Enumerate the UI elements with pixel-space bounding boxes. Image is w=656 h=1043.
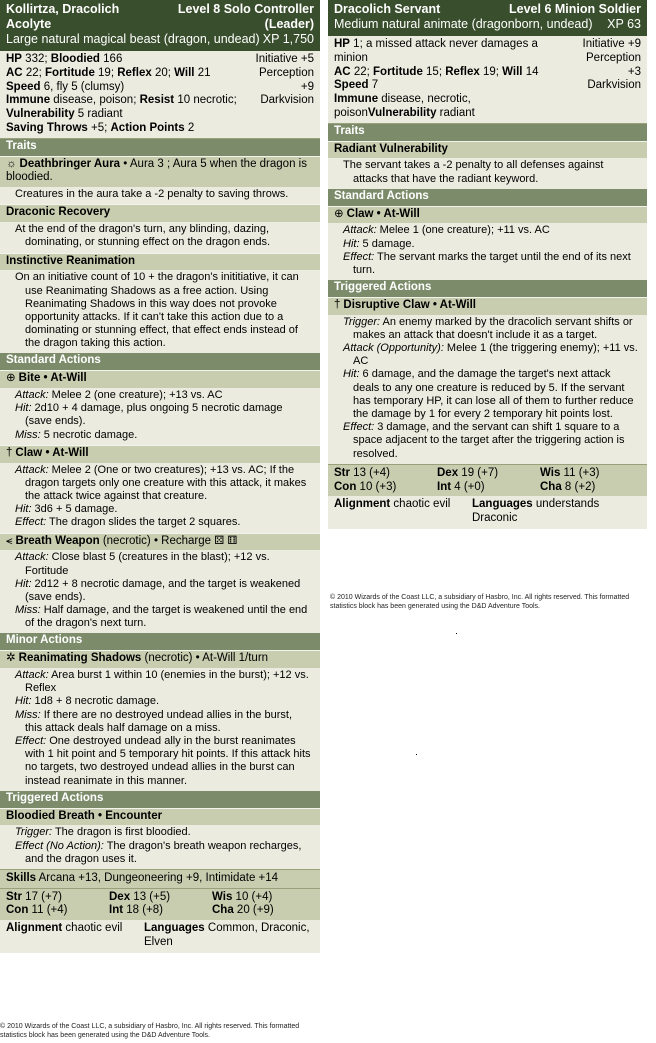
power-header bbox=[0, 156, 320, 188]
ability-value: 10 (+3) bbox=[356, 480, 397, 493]
stat-text: Vulnerability bbox=[6, 108, 75, 121]
initiative: Initiative +9 bbox=[582, 38, 641, 50]
power-line-text: Half damage, and the target is weakened until the end of the dragon's next turn. bbox=[25, 604, 308, 630]
alignment-label: Alignment bbox=[6, 922, 63, 935]
ability-value: 8 (+2) bbox=[561, 480, 596, 493]
power-line-text: 1d8 + 8 necrotic damage. bbox=[31, 695, 159, 708]
ability-value: 13 (+5) bbox=[130, 890, 171, 903]
power-icon: † bbox=[334, 298, 341, 311]
languages-value: Common, Draconic, Elven bbox=[144, 922, 310, 949]
power-line bbox=[343, 342, 639, 368]
languages bbox=[472, 498, 641, 526]
stat-line bbox=[6, 94, 244, 122]
power-line bbox=[343, 368, 639, 421]
ability-cha bbox=[212, 904, 314, 918]
copyright-left: © 2010 Wizards of the Coast LLC, a subsidiary of Hasbro, Inc. All rights reserved. This formatted statistics block has been generated using the D&D Adventure Tools. bbox=[0, 1023, 300, 1040]
power-line-text: 6 damage, and the damage the target's next attack deals to any one creature is reduced by 5. If the servant has temporary HP, it can lose all of them to further reduce the damage by 1 for every 2 temporary hit points lost. bbox=[353, 368, 634, 420]
power-icon: ☼ bbox=[6, 157, 17, 170]
stat-text: Immune bbox=[6, 94, 51, 107]
stat-text: Will bbox=[174, 66, 195, 79]
stat-header bbox=[328, 0, 647, 36]
stat-text: AC bbox=[6, 66, 23, 79]
copyright-right: © 2010 Wizards of the Coast LLC, a subsidiary of Hasbro, Inc. All rights reserved. This formatted statistics block has been generated using the D&D Adventure Tools. bbox=[330, 594, 630, 611]
power-line-label: Miss: bbox=[15, 708, 41, 721]
power-line bbox=[343, 224, 639, 237]
skills-label: Skills bbox=[6, 871, 37, 884]
stat-text: disease, poison; bbox=[50, 94, 140, 107]
power-line-text: Melee 1 (the triggering enemy); +11 vs. AC bbox=[353, 342, 638, 368]
power-line-label: Hit: bbox=[15, 402, 32, 415]
perception: Perception +3 bbox=[586, 51, 641, 78]
creature-type: Medium natural animate (dragonborn, undead) bbox=[334, 17, 593, 31]
languages-value: understands Draconic bbox=[472, 498, 600, 525]
stat-text: 5 radiant bbox=[74, 108, 123, 121]
creature-xp: XP 63 bbox=[607, 17, 641, 31]
power-line bbox=[343, 159, 639, 185]
alignment bbox=[334, 498, 472, 526]
alignment-value: chaotic evil bbox=[390, 498, 451, 511]
power-line bbox=[15, 840, 312, 866]
power-body bbox=[0, 825, 320, 869]
power-line-label: Hit: bbox=[343, 237, 360, 250]
section-header: Standard Actions bbox=[328, 189, 647, 206]
power-line-label: Hit: bbox=[15, 503, 32, 516]
power-line-text: Area burst 1 within 10 (enemies in the burst); +12 vs. Reflex bbox=[25, 669, 309, 695]
initiative: Initiative +5 bbox=[255, 53, 314, 65]
ability-name: Int bbox=[437, 480, 452, 493]
ability-name: Con bbox=[6, 904, 29, 917]
stat-line bbox=[6, 81, 244, 95]
stat-text: 20; bbox=[151, 66, 175, 79]
ability-int bbox=[437, 481, 540, 495]
stat-text: radiant bbox=[436, 106, 475, 119]
stat-text: Resist bbox=[139, 94, 175, 107]
creature-name: Dracolich Servant bbox=[334, 2, 441, 16]
power-keywords: (necrotic) • At-Will 1/turn bbox=[141, 652, 269, 665]
ability-name: Dex bbox=[109, 890, 131, 903]
power-line-label: Attack: bbox=[343, 224, 377, 237]
power-body bbox=[328, 223, 647, 280]
power-body bbox=[0, 187, 320, 204]
ability-con bbox=[334, 481, 437, 495]
ability-name: Int bbox=[109, 904, 124, 917]
power-line bbox=[15, 389, 312, 402]
power-name: Draconic Recovery bbox=[6, 206, 111, 219]
ability-con bbox=[6, 904, 109, 918]
ability-value: 20 (+9) bbox=[233, 904, 274, 917]
section-header: Triggered Actions bbox=[0, 791, 320, 808]
power-line bbox=[15, 578, 312, 604]
languages-label: Languages bbox=[144, 922, 205, 935]
ability-name: Wis bbox=[540, 466, 561, 479]
stat-text: 19; bbox=[479, 65, 503, 78]
power-line bbox=[15, 604, 312, 630]
ability-name: Str bbox=[6, 890, 22, 903]
stat-text: Reflex bbox=[445, 65, 480, 78]
power-line bbox=[15, 464, 312, 504]
power-line-label: Hit: bbox=[15, 577, 32, 590]
power-line-label: Attack: bbox=[15, 669, 49, 682]
power-line-text: On an initiative count of 10 + the dragon's inititiative, it can use Reanimating Shadows as a free action. Using Reanimating Shadows in this way does not provoke opportunity attacks. If it can't take this action due to a dominating or stunning effect, that effect ends instead of the dragon taking this action. bbox=[15, 271, 299, 350]
power-line bbox=[15, 503, 312, 516]
power-header bbox=[328, 141, 647, 159]
ability-name: Wis bbox=[212, 890, 233, 903]
stat-text: Will bbox=[502, 65, 523, 78]
ability-cha bbox=[540, 481, 641, 495]
power-line-text: The servant marks the target until the end of its next turn. bbox=[353, 250, 631, 276]
stat-text: Fortitude bbox=[373, 65, 423, 78]
stat-header bbox=[0, 0, 320, 51]
power-line bbox=[15, 402, 312, 428]
power-line bbox=[343, 316, 639, 342]
power-header bbox=[0, 808, 320, 826]
power-line-label: Miss: bbox=[15, 604, 41, 617]
power-line bbox=[343, 251, 639, 277]
power-line-text: 5 necrotic damage. bbox=[40, 428, 138, 441]
stat-text: Vulnerability bbox=[367, 106, 437, 119]
power-header bbox=[0, 370, 320, 388]
power-line bbox=[15, 735, 312, 788]
ability-int bbox=[109, 904, 212, 918]
power-line bbox=[15, 271, 312, 350]
stat-text: 15; bbox=[422, 65, 446, 78]
power-line bbox=[343, 238, 639, 251]
power-body bbox=[328, 315, 647, 464]
power-name: Claw • At-Will bbox=[346, 207, 420, 220]
power-line bbox=[15, 551, 312, 577]
ability-value: 11 (+4) bbox=[28, 904, 68, 917]
power-header bbox=[328, 297, 647, 315]
stat-text: 7 bbox=[368, 79, 379, 92]
stat-line bbox=[334, 66, 571, 80]
ability-dex bbox=[109, 891, 212, 905]
skills-line bbox=[0, 869, 320, 888]
power-body bbox=[328, 158, 647, 188]
ability-value: 17 (+7) bbox=[21, 890, 62, 903]
section-header: Standard Actions bbox=[0, 353, 320, 370]
power-header bbox=[0, 253, 320, 271]
power-line-text: An enemy marked by the dracolich servant shifts or makes an attack that doesn't include it as a target. bbox=[353, 315, 633, 341]
power-line-text: The servant takes a -2 penalty to all defenses against attacks that have the radiant keyword. bbox=[343, 159, 604, 185]
stat-text: HP bbox=[334, 38, 350, 50]
power-icon: ⊕ bbox=[6, 372, 16, 385]
creature-level: Level 8 Solo Controller (Leader) bbox=[177, 2, 314, 31]
stat-text: disease, necrotic, poison bbox=[334, 93, 471, 119]
power-line-text: The dragon slides the target 2 squares. bbox=[46, 516, 241, 529]
languages bbox=[144, 922, 314, 950]
power-line-text: One destroyed undead ally in the burst reanimates with 1 hit point and 5 temporary hit points. If this attack hits no targets, two destroyed undead allies in the burst can instead reanimate in this manner. bbox=[25, 734, 311, 787]
stat-text: 332; bbox=[21, 53, 51, 65]
ability-str bbox=[334, 467, 437, 481]
power-header bbox=[0, 445, 320, 463]
power-header bbox=[0, 650, 320, 668]
ability-str bbox=[6, 891, 109, 905]
ability-scores bbox=[328, 464, 647, 497]
power-name: Instinctive Reanimation bbox=[6, 254, 136, 267]
power-keywords: (necrotic) • Recharge ⚄ ⚅ bbox=[99, 534, 238, 547]
power-body bbox=[0, 388, 320, 445]
power-icon: † bbox=[6, 446, 13, 459]
power-line-text: 5 damage. bbox=[359, 237, 415, 250]
power-name: Breath Weapon bbox=[15, 534, 100, 547]
ability-name: Cha bbox=[540, 480, 562, 493]
power-line-label: Effect: bbox=[15, 516, 47, 529]
stat-line bbox=[6, 53, 244, 67]
stat-line bbox=[334, 93, 571, 121]
power-line bbox=[15, 669, 312, 695]
stat-text: 22; bbox=[22, 66, 46, 79]
power-header bbox=[0, 204, 320, 222]
stat-text: 2 bbox=[184, 121, 195, 134]
power-line-label: Trigger: bbox=[343, 315, 381, 328]
ability-value: 10 (+4) bbox=[232, 890, 273, 903]
power-name: Reanimating Shadows bbox=[18, 652, 142, 665]
power-line-label: Effect: bbox=[15, 734, 47, 747]
power-icon: ⪪ bbox=[6, 534, 13, 547]
stray-dot bbox=[456, 633, 457, 634]
ability-value: 11 (+3) bbox=[560, 466, 600, 479]
power-line-label: Effect (No Action): bbox=[15, 839, 104, 852]
section-header: Traits bbox=[0, 139, 320, 156]
power-line bbox=[15, 429, 312, 442]
statblock-kollirtza bbox=[0, 0, 320, 953]
power-icon: ⊕ bbox=[334, 207, 344, 220]
stat-text: AC bbox=[334, 65, 351, 78]
power-body bbox=[0, 668, 320, 791]
alignment-languages bbox=[0, 920, 320, 953]
power-line-label: Trigger: bbox=[15, 826, 53, 839]
power-line bbox=[15, 516, 312, 529]
ability-scores bbox=[0, 888, 320, 921]
section-header: Minor Actions bbox=[0, 633, 320, 650]
power-line-label: Hit: bbox=[15, 695, 32, 708]
stat-line bbox=[334, 38, 571, 66]
power-line-label: Attack: bbox=[15, 551, 49, 564]
power-line bbox=[15, 826, 312, 839]
power-name: Disruptive Claw • At-Will bbox=[343, 298, 476, 311]
ability-name: Cha bbox=[212, 904, 234, 917]
power-line-label: Effect: bbox=[343, 250, 375, 263]
stray-dot bbox=[416, 754, 417, 755]
alignment-label: Alignment bbox=[334, 498, 391, 511]
stat-line bbox=[6, 67, 244, 81]
stat-line bbox=[6, 122, 244, 136]
languages-label: Languages bbox=[472, 498, 533, 511]
stat-text: 21 bbox=[194, 66, 211, 79]
power-body bbox=[0, 463, 320, 533]
senses: Darkvision bbox=[260, 94, 314, 107]
statblock-dracolich-servant bbox=[328, 0, 647, 529]
stat-text: Speed bbox=[334, 79, 369, 92]
ability-name: Con bbox=[334, 480, 357, 493]
ability-name: Dex bbox=[437, 466, 459, 479]
power-line-text: The dragon is first bloodied. bbox=[52, 826, 191, 839]
power-line bbox=[15, 709, 312, 735]
power-line-text: 3 damage, and the servant can shift 1 square to a space adjacent to the target after the triggering action is resolved. bbox=[353, 421, 625, 460]
stat-text: Action Points bbox=[110, 121, 185, 134]
senses: Darkvision bbox=[587, 79, 641, 92]
power-line bbox=[15, 223, 312, 249]
power-line bbox=[15, 188, 312, 201]
ability-name: Str bbox=[334, 466, 350, 479]
power-icon: ✲ bbox=[6, 652, 16, 665]
ability-value: 18 (+8) bbox=[123, 904, 164, 917]
power-line-label: Attack: bbox=[15, 389, 49, 402]
power-line bbox=[15, 695, 312, 708]
stat-text: 19; bbox=[94, 66, 118, 79]
perception: Perception +9 bbox=[259, 66, 314, 93]
stat-line bbox=[334, 79, 571, 93]
stat-text: HP bbox=[6, 53, 22, 65]
power-line bbox=[343, 421, 639, 461]
stat-text: Immune bbox=[334, 93, 379, 106]
stat-text: Fortitude bbox=[45, 66, 95, 79]
power-body bbox=[0, 222, 320, 252]
power-line-text: The dragon's breath weapon recharges, and the dragon uses it. bbox=[25, 839, 302, 865]
power-line-label: Effect: bbox=[343, 421, 375, 434]
stat-text: 10 necrotic; bbox=[174, 94, 237, 107]
creature-xp: XP 1,750 bbox=[262, 32, 314, 46]
ability-wis bbox=[212, 891, 314, 905]
power-line-text: Creatures in the aura take a -2 penalty to saving throws. bbox=[15, 188, 289, 201]
ability-wis bbox=[540, 467, 641, 481]
power-name: Bloodied Breath • Encounter bbox=[6, 809, 163, 822]
ability-value: 19 (+7) bbox=[458, 466, 499, 479]
stat-text: Reflex bbox=[117, 66, 152, 79]
creature-name: Kollirtza, Dracolich Acolyte bbox=[6, 2, 120, 31]
power-line-label: Miss: bbox=[15, 428, 41, 441]
power-header bbox=[0, 533, 320, 551]
section-header: Triggered Actions bbox=[328, 280, 647, 297]
power-line-text: At the end of the dragon's turn, any blinding, dazing, dominating, or stunning effect on the dragon ends. bbox=[15, 223, 271, 249]
ability-value: 4 (+0) bbox=[451, 480, 485, 493]
alignment-value: chaotic evil bbox=[62, 922, 123, 935]
stat-lines bbox=[328, 36, 647, 124]
creature-level: Level 6 Minion Soldier bbox=[509, 2, 641, 16]
creature-type: Large natural magical beast (dragon, undead) bbox=[6, 32, 260, 46]
stat-text: 22; bbox=[350, 65, 374, 78]
power-name: Radiant Vulnerability bbox=[334, 142, 448, 155]
power-keywords: • Aura 3 ; Aura 5 when the dragon is bloodied. bbox=[6, 157, 307, 184]
alignment bbox=[6, 922, 144, 950]
power-line-label: Attack (Opportunity): bbox=[343, 342, 444, 355]
power-line-text: 3d6 + 5 damage. bbox=[31, 503, 118, 516]
power-name: Bite • At-Will bbox=[18, 372, 87, 385]
section-header: Traits bbox=[328, 124, 647, 141]
power-name: Deathbringer Aura bbox=[19, 157, 121, 170]
skills-text: Arcana +13, Dungeoneering +9, Intimidate +14 bbox=[36, 871, 279, 884]
power-line-text: Melee 1 (one creature); +11 vs. AC bbox=[376, 224, 550, 237]
stat-text: 14 bbox=[522, 65, 539, 78]
stat-text: 166 bbox=[99, 53, 123, 65]
stat-text: 1; a missed attack never damages a minion bbox=[334, 38, 538, 64]
alignment-languages bbox=[328, 496, 647, 529]
power-header bbox=[328, 206, 647, 224]
ability-dex bbox=[437, 467, 540, 481]
power-line-text: Melee 2 (one creature); +13 vs. AC bbox=[48, 389, 223, 402]
power-body bbox=[0, 550, 320, 633]
stat-text: Speed bbox=[6, 80, 41, 93]
stat-lines bbox=[0, 51, 320, 139]
power-name: Claw • At-Will bbox=[15, 446, 89, 459]
stat-text: Bloodied bbox=[50, 53, 100, 65]
stat-text: Saving Throws bbox=[6, 121, 88, 134]
power-line-text: Close blast 5 (creatures in the blast); +12 vs. Fortitude bbox=[25, 551, 270, 577]
power-body bbox=[0, 270, 320, 353]
power-line-label: Hit: bbox=[343, 368, 360, 381]
power-line-label: Attack: bbox=[15, 463, 49, 476]
power-line-text: 2d12 + 8 necrotic damage, and the target is weakened (save ends). bbox=[25, 577, 301, 603]
stat-text: +5; bbox=[87, 121, 111, 134]
power-line-text: 2d10 + 4 damage, plus ongoing 5 necrotic damage (save ends). bbox=[25, 402, 283, 428]
stat-text: 6, fly 5 (clumsy) bbox=[40, 80, 125, 93]
power-line-text: If there are no destroyed undead allies in the burst, this attack deals half damage on a miss. bbox=[25, 708, 292, 734]
power-line-text: Melee 2 (One or two creatures); +13 vs. AC; If the dragon targets only one creature with this attack, it makes the attack twice against that creature. bbox=[25, 463, 307, 502]
ability-value: 13 (+4) bbox=[349, 466, 390, 479]
